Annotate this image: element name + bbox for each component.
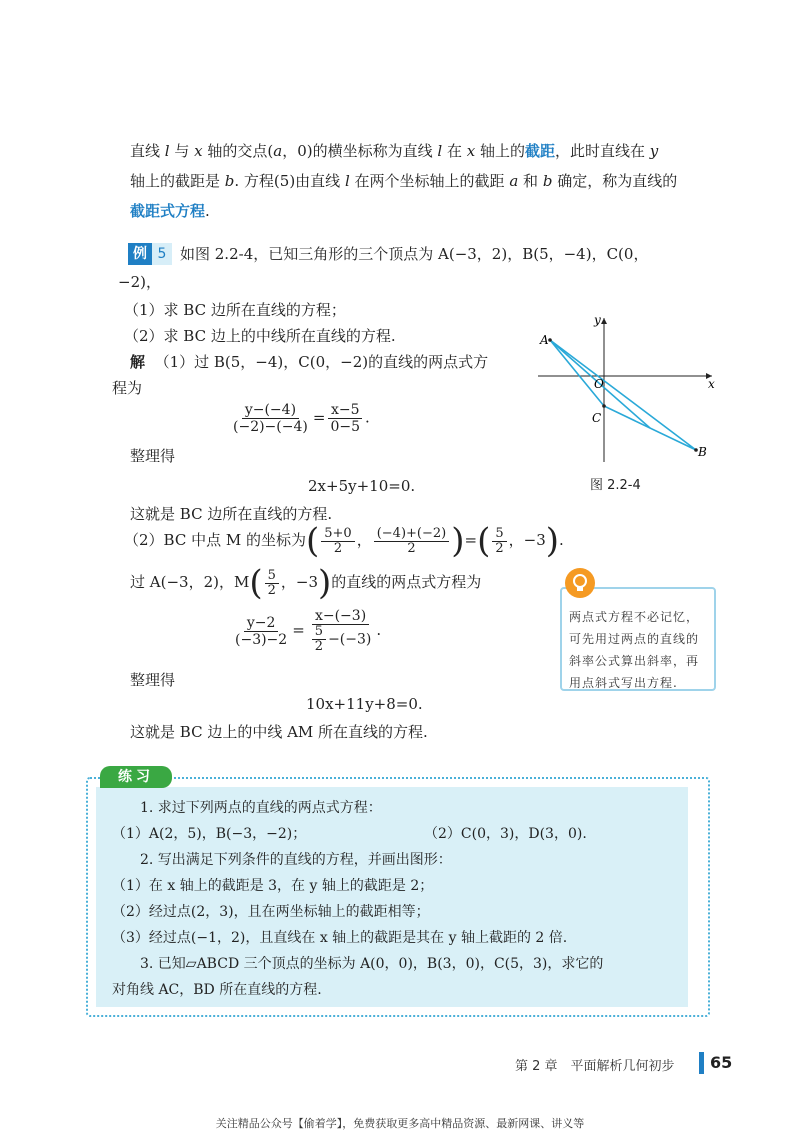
label-y: y (594, 313, 601, 327)
label-c: C (592, 411, 602, 425)
y-axis-arrow (601, 318, 607, 324)
eq1-right-fraction: $\frac{x-5}{0-5}$ (327, 402, 363, 435)
midpoint-line: （2）BC 中点 M 的坐标为( $\frac{5+0}{2}$ ， $\frac{(-4)+(-2)}{2}$ )=( $\frac{5}{2}$ ，−3). (124, 521, 564, 561)
intro-line-1: 直线 l 与 x 轴的交点(a，0)的横坐标称为直线 l 在 x 轴上的截距，此时直线在 y (130, 142, 659, 160)
question-1: （1）求 BC 边所在直线的方程； (124, 301, 346, 319)
question-2: （2）求 BC 边上的中线所在直线的方程. (124, 327, 396, 345)
example-badge-number: 5 (152, 243, 172, 265)
page-number: 65 (710, 1053, 733, 1072)
label-b: B (698, 445, 707, 459)
practice-item-1b: （2）C(0，3)，D(3，0). (424, 826, 587, 842)
practice-item-3-line-1: 3. 已知▱ABCD 三个顶点的坐标为 A(0，0)，B(3，0)，C(5，3)，求它的 (140, 956, 604, 972)
arrange-label-2: 整理得 (130, 671, 176, 689)
practice-item-3-line-2: 对角线 AC，BD 所在直线的方程. (112, 982, 322, 998)
solution-label: 解 (130, 353, 146, 371)
arrange-label-1: 整理得 (130, 447, 176, 465)
solution-line-1: 解 （1）过 B(5，−4)，C(0，−2)的直线的两点式方 (130, 353, 489, 371)
term-intercept: 截距 (524, 142, 555, 160)
example-badge (128, 243, 172, 265)
figure-caption: 图 2.2-4 (590, 478, 641, 493)
intro-paragraph (130, 136, 700, 226)
lightbulb-icon (565, 568, 595, 598)
point-c (602, 404, 606, 408)
practice-item-1: 1. 求过下列两点的直线的两点式方程： (140, 800, 382, 816)
triangle-abc (550, 340, 696, 450)
eq1-left-fraction: $\frac{y-(-4)}{(-2)-(-4)}$ (233, 402, 308, 435)
footer-divider (699, 1052, 704, 1074)
footer-chapter: 第 2 章 平面解析几何初步 (515, 1059, 675, 1074)
conclusion-1: 这就是 BC 边所在直线的方程. (130, 505, 333, 523)
label-x: x (708, 377, 715, 391)
solution-line-2: 程为 (112, 379, 143, 397)
label-a: A (540, 333, 549, 347)
result-2: 10x+11y+8=0. (306, 695, 423, 713)
point-a (548, 338, 552, 342)
example-badge-word: 例 (128, 243, 152, 265)
equation-1: $\frac{y-(-4)}{(-2)-(-4)}$ = $\frac{x-5}{0-5}$ . (228, 402, 370, 435)
equation-2: $\frac{y-2}{(-3)-2}$ = x−(−3) $\frac{5}{2}$ −(−3) . (230, 608, 381, 654)
practice-item-2: 2. 写出满足下列条件的直线的方程，并画出图形： (140, 852, 452, 868)
practice-tab: 练习 (100, 766, 172, 788)
term-intercept-form: 截距式方程 (130, 202, 206, 220)
note-text: 两点式方程不必记忆，可先用过两点的直线的斜率公式算出斜率，再用点斜式写出方程. (569, 610, 700, 690)
practice-item-2c: （3）经过点(−1，2)，且直线在 x 轴上的截距是其在 y 轴上截距的 2 倍. (112, 930, 568, 946)
figure-triangle (530, 310, 720, 470)
eq2-left-fraction: $\frac{y-2}{(-3)-2}$ (235, 614, 288, 648)
example-statement-line-1: 如图 2.2-4，已知三角形的三个顶点为 A(−3，2)，B(5，−4)，C(0， (180, 245, 649, 263)
eq2-right-fraction: x−(−3) $\frac{5}{2}$ −(−3) (307, 608, 375, 654)
watermark-text: 关注精品公众号【偷着学】，免费获取更多高中精品资源、最新网课、讲义等 (215, 1117, 585, 1130)
practice-item-1a: （1）A(2，5)，B(−3，−2)； (112, 826, 307, 842)
intro-line-2: 轴上的截距是 b. 方程(5)由直线 l 在两个坐标轴上的截距 a 和 b 确定，称为直线的 (130, 172, 678, 190)
label-origin: O (594, 377, 604, 391)
practice-item-2a: （1）在 x 轴上的截距是 3，在 y 轴上的截距是 2； (112, 878, 434, 894)
example-statement-line-2: −2)， (118, 273, 161, 291)
intro-line-3: 截距式方程. (130, 202, 210, 220)
result-1: 2x+5y+10=0. (308, 477, 416, 495)
through-am-line: 过 A(−3，2)，M( $\frac{5}{2}$ ，−3)的直线的两点式方程为 (130, 563, 482, 603)
practice-item-2b: （2）经过点(2，3)，且在两坐标轴上的截距相等； (112, 904, 430, 920)
conclusion-2: 这就是 BC 边上的中线 AM 所在直线的方程. (130, 723, 428, 741)
